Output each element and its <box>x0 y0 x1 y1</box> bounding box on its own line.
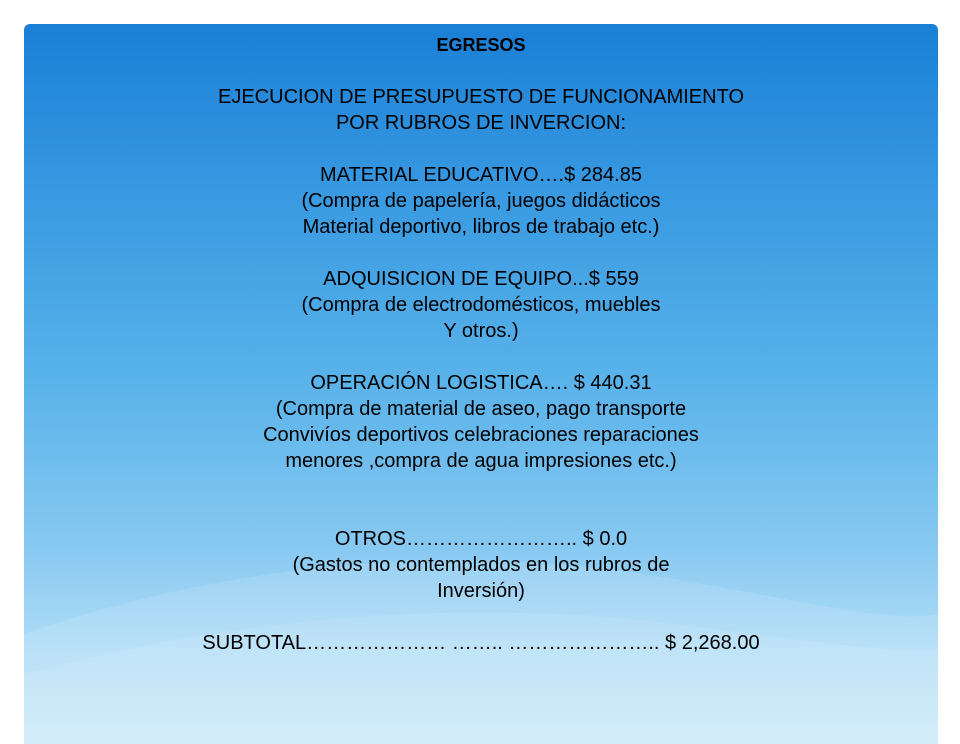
slide-background <box>24 24 938 744</box>
section-line: Material deportivo, libros de trabajo etc.) <box>302 216 660 238</box>
section-line: OTROS…………………….. $ 0.0 <box>334 528 628 550</box>
section-material-educativo <box>24 162 938 240</box>
section-otros <box>24 526 938 604</box>
heading-line-1: EJECUCION DE PRESUPUESTO DE FUNCIONAMIENTO <box>218 86 744 108</box>
section-line: Y otros.) <box>443 320 519 342</box>
section-line: menores ,compra de agua impresiones etc.) <box>285 450 677 472</box>
section-operacion-logistica <box>24 370 938 474</box>
section-line: Convivíos deportivos celebraciones reparaciones <box>263 424 699 446</box>
section-line: Inversión) <box>437 580 525 602</box>
section-line: (Compra de material de aseo, pago transporte <box>275 398 687 420</box>
section-adquisicion-equipo <box>24 266 938 344</box>
section-line: MATERIAL EDUCATIVO….$ 284.85 <box>320 164 642 186</box>
section-line: (Gastos no contemplados en los rubros de <box>292 554 670 576</box>
slide-content <box>24 32 938 656</box>
section-line: ADQUISICION DE EQUIPO...$ 559 <box>323 268 639 290</box>
subtotal-line: SUBTOTAL………………… …….. ………………….. $ 2,268.00 <box>202 632 760 654</box>
heading-line-2: POR RUBROS DE INVERCION: <box>335 112 627 134</box>
section-line: (Compra de electrodomésticos, muebles <box>301 294 661 316</box>
section-line: (Compra de papelería, juegos didácticos <box>301 190 661 212</box>
slide-title: EGRESOS <box>436 35 526 55</box>
section-line: OPERACIÓN LOGISTICA…. $ 440.31 <box>310 372 652 394</box>
